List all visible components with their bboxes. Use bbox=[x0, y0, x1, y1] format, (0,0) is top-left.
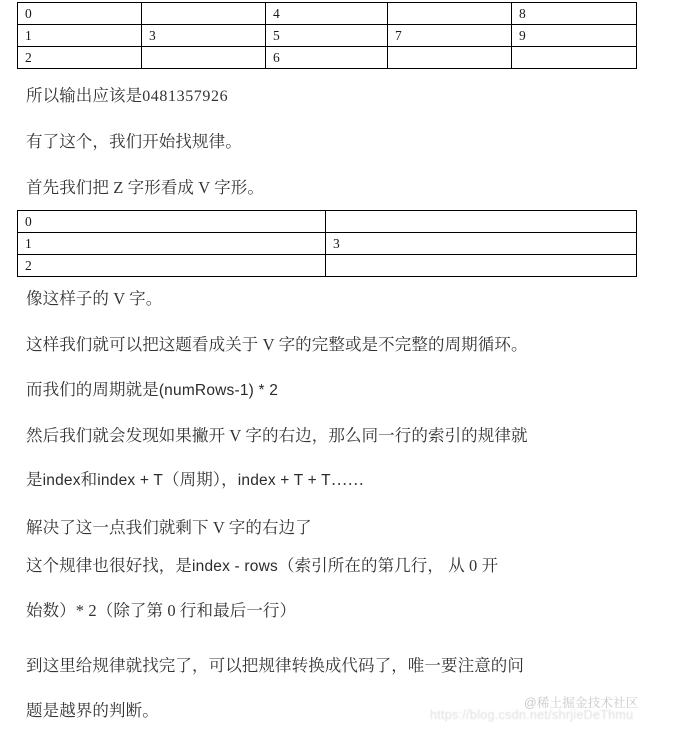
table-cell bbox=[388, 3, 512, 25]
table-cell bbox=[326, 255, 637, 277]
table-cell bbox=[326, 211, 637, 233]
table-cell: 3 bbox=[142, 25, 266, 47]
table-cell bbox=[388, 47, 512, 69]
table-cell: 3 bbox=[326, 233, 637, 255]
paragraph-rule2-line1 bbox=[26, 555, 498, 578]
rule-ellipsis: …… bbox=[330, 470, 365, 489]
rule2b-prefix: 始数）* 2 bbox=[26, 601, 97, 620]
v-shape-table bbox=[17, 210, 637, 277]
table-cell: 4 bbox=[266, 3, 388, 25]
table-cell: 9 bbox=[512, 25, 637, 47]
rule-code-index-t-t: index + T + T bbox=[237, 472, 331, 489]
paragraph-solved: 解决了这一点我们就剩下 V 字的右边了 bbox=[26, 518, 312, 537]
table-cell: 6 bbox=[266, 47, 388, 69]
rule2b-suffix: （除了第 0 行和最后一行） bbox=[96, 601, 297, 620]
period-label: 而我们的周期就是 bbox=[26, 380, 159, 399]
table-cell: 7 bbox=[388, 25, 512, 47]
table-cell bbox=[512, 47, 637, 69]
output-label: 所以输出应该是 bbox=[26, 86, 143, 105]
rule-prefix: 是 bbox=[26, 470, 43, 489]
rule-mid: 和 bbox=[80, 470, 98, 489]
output-value: 0481357926 bbox=[142, 88, 229, 105]
table-cell: 1 bbox=[18, 25, 142, 47]
table-cell: 0 bbox=[18, 3, 142, 25]
table-cell bbox=[142, 47, 266, 69]
table-row bbox=[18, 255, 637, 277]
paragraph-found-pattern: 有了这个，我们开始找规律。 bbox=[26, 132, 242, 151]
paragraph-rule-line2 bbox=[26, 469, 364, 492]
rule2-suffix: （索引所在的第几行， 从 0 开 bbox=[277, 556, 499, 575]
table-row bbox=[18, 3, 637, 25]
rule2-prefix: 这个规律也很好找，是 bbox=[26, 556, 192, 575]
watermark-url: https://blog.csdn.net/shrjieDeThmu bbox=[430, 708, 634, 722]
table-cell: 8 bbox=[512, 3, 637, 25]
table-cell: 1 bbox=[18, 233, 326, 255]
table-cell: 2 bbox=[18, 255, 326, 277]
paragraph-like-v: 像这样子的 V 字。 bbox=[26, 289, 163, 308]
period-formula: (numRows-1) * 2 bbox=[158, 382, 279, 399]
zigzag-index-table bbox=[17, 2, 637, 69]
paragraph-period bbox=[26, 379, 278, 402]
table-cell: 0 bbox=[18, 211, 326, 233]
rule-note: （周期）， bbox=[163, 470, 238, 489]
rule2-code: index - rows bbox=[192, 558, 278, 575]
paragraph-cycle: 这样我们就可以把这题看成关于 V 字的完整或是不完整的周期循环。 bbox=[26, 335, 528, 354]
table-row bbox=[18, 25, 637, 47]
paragraph-output bbox=[26, 85, 228, 108]
rule-code-index: index bbox=[42, 472, 81, 489]
paragraph-rule-line1: 然后我们就会发现如果撇开 V 字的右边，那么同一行的索引的规律就 bbox=[26, 426, 528, 445]
paragraph-rule2-line2 bbox=[26, 600, 296, 622]
paragraph-final-line2: 题是越界的判断。 bbox=[26, 701, 159, 720]
table-row bbox=[18, 47, 637, 69]
watermark-brand: @稀土掘金技术社区 bbox=[524, 696, 639, 710]
table-cell: 5 bbox=[266, 25, 388, 47]
paragraph-z-as-v: 首先我们把 Z 字形看成 V 字形。 bbox=[26, 178, 264, 197]
table-row bbox=[18, 211, 637, 233]
rule-code-index-t: index + T bbox=[97, 472, 163, 489]
paragraph-final-line1: 到这里给规律就找完了，可以把规律转换成代码了，唯一要注意的问 bbox=[26, 656, 524, 675]
table-row bbox=[18, 233, 637, 255]
table-cell bbox=[142, 3, 266, 25]
table-cell: 2 bbox=[18, 47, 142, 69]
